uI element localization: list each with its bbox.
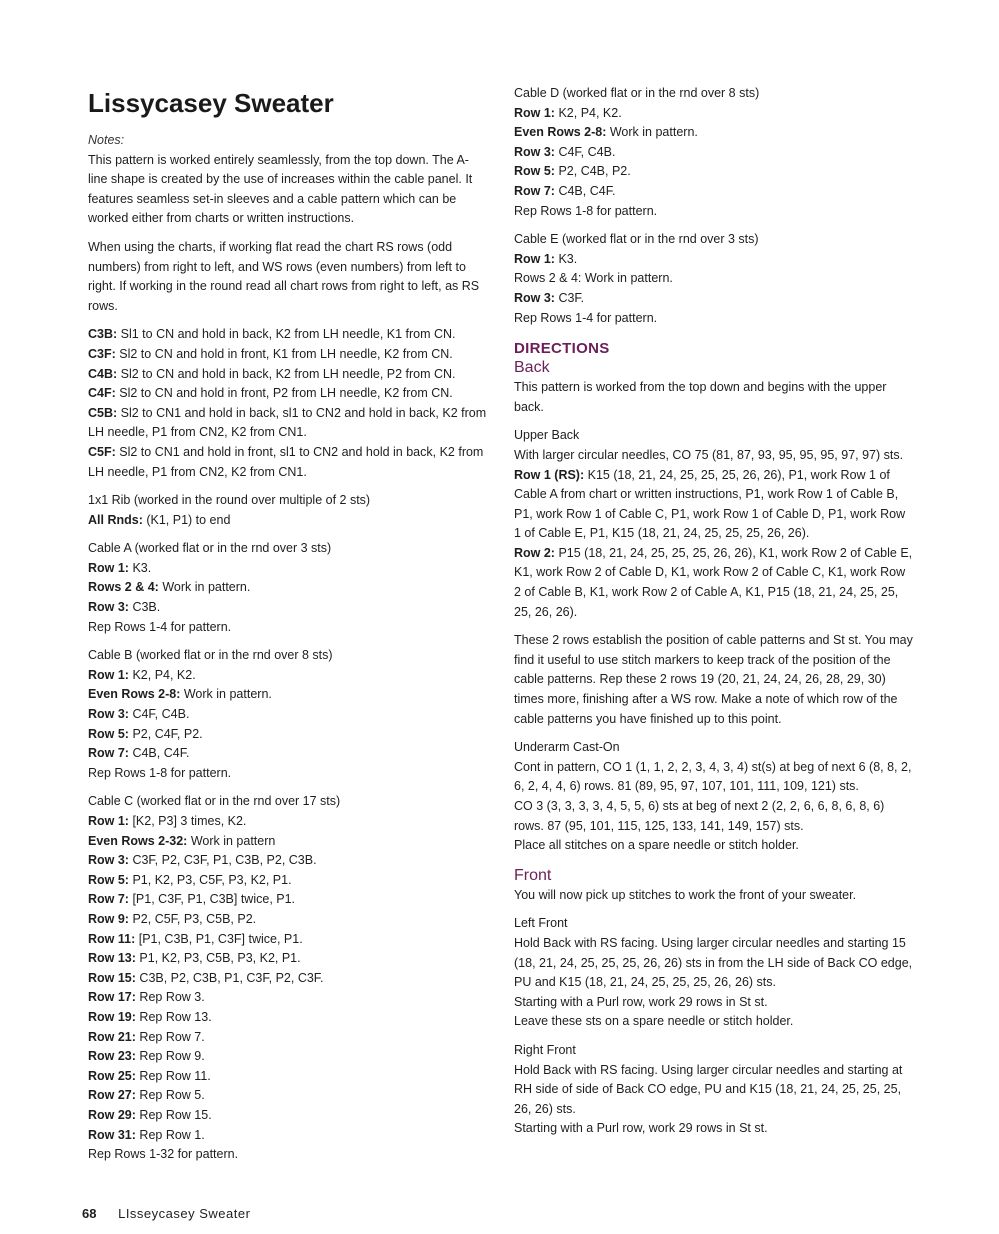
establish-paragraph: These 2 rows establish the position of cable patterns and St st. You may find it useful to use stitch markers to keep track of the position of the cable patterns. Rep these 2 rows 19 (20, 21, 24, 24, 26, 28, 29, 30) times more, finishing after a WS row. Make a note of which row of the cable patterns you have finished up to this point. (514, 633, 913, 726)
page-title: Lissycasey Sweater (88, 88, 334, 118)
instruction-row (514, 309, 914, 329)
row-label: Row 9: (88, 911, 129, 926)
row-text: Rep Rows 1-4 for pattern. (514, 310, 658, 325)
instruction-row (514, 250, 914, 270)
row-text: C4B, C4F. (128, 746, 190, 761)
row-label: Even Rows 2-8: (514, 125, 607, 140)
row-text: Rep Row 11. (135, 1068, 211, 1083)
row-text: P2, C4F, P2. (128, 726, 203, 741)
instruction-row (88, 744, 488, 764)
instruction-row (88, 1086, 488, 1106)
row-label: Row 15: (88, 970, 136, 985)
row-label: C4B: (88, 366, 118, 381)
row-text: Rows 2 & 4: Work in pattern. (514, 271, 673, 286)
instruction-row (88, 666, 488, 686)
row-text: C4F, C4B. (128, 707, 190, 722)
row-label: Row 3: (514, 144, 555, 159)
row-label: Row 2: (514, 545, 555, 560)
row-label: Row 21: (88, 1029, 136, 1044)
row-text: Work in pattern. (606, 125, 698, 140)
row-text: C3B. (128, 600, 161, 615)
instruction-line: Cont in pattern, CO 1 (1, 1, 2, 2, 3, 4, 3, 4) st(s) at beg of next 6 (8, 8, 2, 6, 2, 4, 4, 6) rows. 81 (89, 95, 97, 107, 101, 111, 109, 121) sts. (514, 759, 912, 794)
instruction-row (514, 544, 914, 622)
instruction-row (88, 930, 488, 950)
row-text: Sl2 to CN and hold in front, P2 from LH needle, K2 from CN. (115, 386, 453, 401)
front-heading: Front (514, 866, 552, 884)
row-text: C3F. (554, 290, 585, 305)
intro-paragraph: When using the charts, if working flat read the chart RS rows (odd numbers) from right to left, and WS rows (even numbers) from left to right. If working in the round read all chart rows from right to left, as RS rows. (88, 239, 480, 313)
row-text: Sl2 to CN and hold in front, K1 from LH needle, K2 from CN. (115, 346, 453, 361)
instruction-row (514, 104, 914, 124)
row-text: Work in pattern. (158, 580, 251, 595)
cable-e-section (514, 230, 914, 328)
instruction-row (88, 949, 488, 969)
instruction-row (88, 1067, 488, 1087)
front-intro: You will now pick up stitches to work the front of your sweater. (514, 887, 857, 902)
row-label: Row 11: (88, 931, 136, 946)
instruction-row (88, 812, 488, 832)
row-text: [K2, P3] 3 times, K2. (128, 814, 247, 828)
rib-section (88, 491, 488, 530)
instruction-row (88, 1047, 488, 1067)
row-label: Row 1: (514, 105, 555, 120)
row-label: Row 13: (88, 951, 136, 966)
row-label: Row 3: (88, 707, 129, 722)
row-text: With larger circular needles, CO 75 (81, 87, 93, 95, 95, 95, 97, 97) sts. (514, 447, 904, 462)
row-label: Row 3: (88, 600, 129, 615)
instruction-line: CO 3 (3, 3, 3, 3, 4, 5, 5, 6) sts at beg of next 2 (2, 2, 6, 6, 8, 6, 8, 6) rows. 87 (95, 101, 115, 125, 133, 141, 149, 157) sts. (514, 799, 885, 833)
instruction-row (88, 685, 488, 705)
row-label: Row 7: (514, 183, 555, 198)
right-column (514, 84, 914, 1139)
row-text: C3B, P2, C3B, P1, C3F, P2, C3F. (135, 970, 324, 985)
row-label: Row 25: (88, 1068, 136, 1083)
instruction-row (514, 202, 914, 222)
section-heading: Right Front (514, 1042, 576, 1057)
section-heading: Cable B (worked flat or in the rnd over 8 sts) (88, 648, 333, 663)
row-text: P15 (18, 21, 24, 25, 25, 25, 26, 26), K1, work Row 2 of Cable E, K1, work Row 2 of Cable D, K1, work Row 2 of Cable C, K1, work Row 2 of Cable B, K1, work Row 2 of Cable A, K1, P15 (18, 21, 24, 25, 25, 25, 26, 26). (514, 545, 913, 619)
cable-c-section (88, 792, 488, 1164)
instruction-row (514, 269, 914, 289)
instruction-row (88, 1106, 488, 1126)
section-heading: Left Front (514, 916, 568, 931)
cable-d-section (514, 84, 914, 221)
row-text: P2, C5F, P3, C5B, P2. (128, 911, 257, 926)
row-text: C3F, P2, C3F, P1, C3B, P2, C3B. (128, 853, 317, 868)
row-text: K3. (554, 251, 578, 266)
instruction-row (88, 618, 488, 638)
cable-b-section (88, 646, 488, 783)
row-text: Rep Rows 1-32 for pattern. (88, 1147, 239, 1162)
row-label: Row 7: (88, 892, 129, 907)
back-intro: This pattern is worked from the top down and begins with the upper back. (514, 380, 887, 414)
left-front-section (514, 914, 914, 1032)
row-text: Sl1 to CN and hold in back, K2 from LH needle, K1 from CN. (117, 327, 456, 342)
instruction-row (88, 325, 488, 345)
row-text: K3. (128, 560, 152, 575)
back-heading: Back (514, 359, 550, 377)
instruction-row (88, 871, 488, 891)
row-label: C4F: (88, 386, 116, 401)
row-label: Rows 2 & 4: (88, 580, 159, 595)
instruction-row (88, 705, 488, 725)
row-text: Rep Row 5. (135, 1088, 205, 1103)
section-heading: Underarm Cast-On (514, 740, 620, 755)
row-label: Row 1 (RS): (514, 467, 585, 482)
instruction-row (88, 910, 488, 930)
cable-a-section (88, 539, 488, 637)
instruction-line: Hold Back with RS facing. Using larger circular needles and starting 15 (18, 21, 24, 25, 25, 25, 26, 26) sts in from the LH side of Back CO edge, PU and K15 (18, 21, 24, 25, 25, 25, 26, 26) sts. (514, 935, 913, 990)
instruction-row (88, 851, 488, 871)
row-label: Even Rows 2-32: (88, 833, 188, 848)
instruction-row (88, 345, 488, 365)
instruction-row (514, 162, 914, 182)
instruction-row (514, 466, 914, 544)
instruction-line: Leave these sts on a spare needle or stitch holder. (514, 1014, 794, 1029)
row-text: [P1, C3F, P1, C3B] twice, P1. (128, 892, 296, 907)
instruction-row (88, 1126, 488, 1146)
left-column (88, 84, 488, 1165)
abbreviations-list (88, 325, 488, 482)
row-text: Work in pattern (187, 833, 276, 848)
instruction-row (514, 123, 914, 143)
instruction-row (88, 832, 488, 852)
row-text: Sl2 to CN and hold in back, K2 from LH needle, P2 from CN. (117, 366, 456, 381)
section-heading: Cable C (worked flat or in the rnd over 17 sts) (88, 794, 341, 809)
row-label: Row 23: (88, 1049, 136, 1064)
instruction-row (88, 764, 488, 784)
instruction-row (514, 289, 914, 309)
section-heading: Cable D (worked flat or in the rnd over 8 sts) (514, 86, 760, 100)
row-label: Row 1: (514, 251, 555, 266)
row-label: C5B: (88, 405, 118, 420)
page-number: 68 (82, 1206, 97, 1221)
instruction-line: Starting with a Purl row, work 29 rows in St st. (514, 1121, 768, 1136)
row-text: (K1, P1) to end (142, 512, 231, 527)
row-label: Row 1: (88, 667, 129, 682)
footer-title: LIsseycasey Sweater (118, 1206, 251, 1221)
instruction-row (88, 1008, 488, 1028)
row-label: C3B: (88, 327, 118, 342)
row-label: C3F: (88, 346, 116, 361)
row-text: Sl2 to CN1 and hold in front, sl1 to CN2 and hold in back, K2 from LH needle, P1 from CN2, K2 from CN1. (88, 444, 484, 479)
row-text: Rep Row 13. (135, 1009, 212, 1024)
row-text: P1, K2, P3, C5B, P3, K2, P1. (135, 951, 301, 966)
row-label: Row 7: (88, 746, 129, 761)
row-label: C5F: (88, 444, 116, 459)
instruction-row (88, 559, 488, 579)
row-text: P1, K2, P3, C5F, P3, K2, P1. (128, 872, 292, 887)
notes-label: Notes: (88, 133, 125, 147)
row-text: P2, C4B, P2. (554, 164, 631, 179)
row-label: Row 31: (88, 1127, 136, 1142)
row-label: Row 3: (514, 290, 555, 305)
instruction-row (88, 443, 488, 482)
row-label: Row 19: (88, 1009, 136, 1024)
row-text: Work in pattern. (180, 687, 272, 702)
page-footer (82, 1206, 250, 1221)
instruction-row (88, 365, 488, 385)
row-text: K2, P4, K2. (128, 667, 196, 682)
row-text: Rep Row 1. (135, 1127, 205, 1142)
row-text: Sl2 to CN1 and hold in back, sl1 to CN2 and hold in back, K2 from LH needle, P1 from CN2, K2 from CN1. (88, 405, 487, 440)
instruction-row (514, 143, 914, 163)
instruction-row (514, 182, 914, 202)
instruction-row (88, 404, 488, 443)
instruction-row (88, 988, 488, 1008)
row-text: K2, P4, K2. (554, 105, 622, 120)
row-label: Row 5: (88, 872, 129, 887)
row-label: Row 1: (88, 814, 129, 828)
row-text: C4B, C4F. (554, 183, 616, 198)
instruction-line: Hold Back with RS facing. Using larger circular needles and starting at RH side of side of Back CO edge, PU and K15 (18, 21, 24, 25, 25, 25, 26, 26) sts. (514, 1062, 903, 1116)
instruction-line: Place all stitches on a spare needle or stitch holder. (514, 838, 799, 853)
underarm-section (514, 738, 914, 856)
right-front-section (514, 1041, 914, 1139)
section-heading: Cable A (worked flat or in the rnd over 3 sts) (88, 541, 332, 556)
row-text: [P1, C3B, P1, C3F] twice, P1. (135, 931, 303, 946)
row-label: Even Rows 2-8: (88, 687, 181, 702)
row-label: Row 3: (88, 853, 129, 868)
row-label: Row 17: (88, 990, 136, 1005)
row-text: Rep Rows 1-8 for pattern. (514, 203, 658, 218)
row-text: Rep Row 7. (135, 1029, 205, 1044)
row-label: Row 1: (88, 560, 129, 575)
row-text: Rep Rows 1-8 for pattern. (88, 765, 232, 780)
instruction-row (88, 578, 488, 598)
instruction-row (88, 725, 488, 745)
section-heading: Upper Back (514, 428, 580, 443)
row-label: Row 5: (514, 164, 555, 179)
instruction-row (88, 890, 488, 910)
instruction-row (88, 1145, 488, 1165)
section-heading: 1x1 Rib (worked in the round over multiple of 2 sts) (88, 493, 371, 508)
row-text: Rep Row 9. (135, 1049, 205, 1064)
instruction-row (88, 969, 488, 989)
directions-heading: DIRECTIONS (514, 340, 610, 358)
row-text: K15 (18, 21, 24, 25, 25, 25, 26, 26), P1, work Row 1 of Cable A from chart or written instructions, P1, work Row 1 of Cable B, P1, work Row 1 of Cable C, P1, work Row 1 of Cable D, P1, work Row 1 of Cable E, P1, K15 (18, 21, 24, 25, 25, 25, 26, 26). (514, 467, 906, 541)
row-text: Rep Rows 1-4 for pattern. (88, 619, 232, 634)
instruction-line: Starting with a Purl row, work 29 rows in St st. (514, 994, 768, 1009)
instruction-row (88, 511, 488, 531)
row-label: Row 27: (88, 1088, 136, 1103)
section-heading: Cable E (worked flat or in the rnd over 3 sts) (514, 232, 759, 247)
instruction-row (88, 598, 488, 618)
instruction-row (514, 446, 914, 466)
row-label: Row 5: (88, 726, 129, 741)
instruction-row (88, 1028, 488, 1048)
row-label: All Rnds: (88, 512, 143, 527)
row-text: Rep Row 3. (135, 990, 205, 1005)
intro-paragraph: This pattern is worked entirely seamlessly, from the top down. The A-line shape is created by the use of increases within the cable panel. It features seamless set-in sleeves and a cable pattern which can be worked either from charts or written instructions. (88, 152, 473, 226)
row-label: Row 29: (88, 1107, 136, 1122)
upper-back-section (514, 426, 914, 622)
row-text: C4F, C4B. (554, 144, 616, 159)
instruction-row (88, 384, 488, 404)
row-text: Rep Row 15. (135, 1107, 212, 1122)
